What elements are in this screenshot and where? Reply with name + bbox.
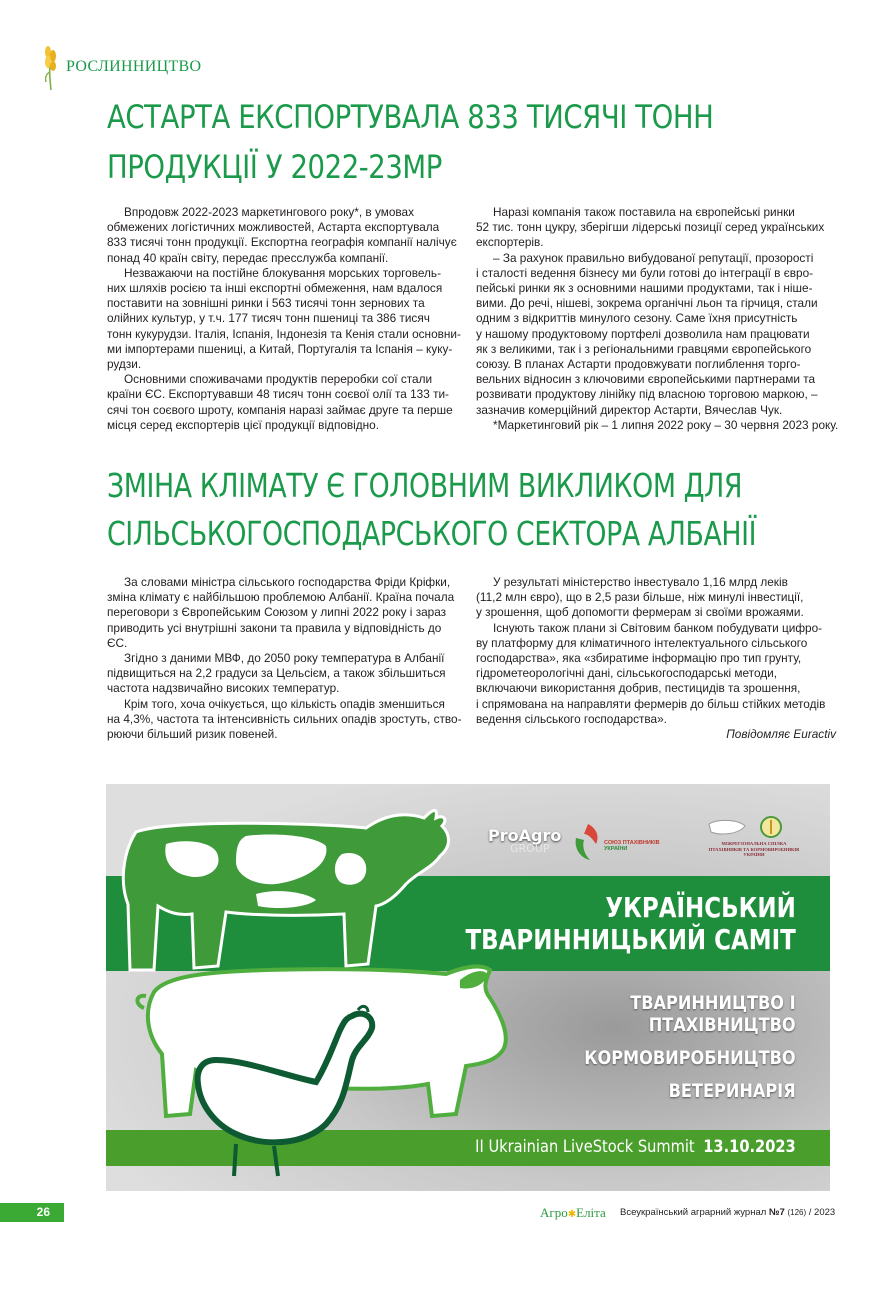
proagro-logo-subtext: GROUP: [510, 842, 550, 855]
banner-topic: ТВАРИННИЦТВО І: [630, 992, 796, 1014]
section-tag: [40, 42, 201, 92]
text-line: – За рахунок правильно вибудованої репутації, прозорості: [493, 250, 814, 265]
issue-year: / 2023: [808, 1207, 836, 1218]
text-line: Основними споживачами продуктів переробки сої стали: [124, 372, 433, 387]
banner-title-line2: ТВАРИННИЦЬКИЙ САМІТ: [465, 923, 796, 956]
text-line: вими. До речі, нішеві, зокрема органічні льон та гірчиця, стали: [476, 296, 818, 311]
text-line: частота надзвичайно високих температур.: [107, 681, 340, 696]
article2-title-line1: ЗМІНА КЛІМАТУ Є ГОЛОВНИМ ВИКЛИКОМ ДЛЯ: [107, 466, 743, 505]
text-line: Впродовж 2022-2023 маркетингового року*, в умовах: [124, 205, 414, 219]
interregional-union-line1: МІЖРЕГІОНАЛЬНА СПІЛКА: [721, 841, 787, 846]
cow-icon: [123, 810, 448, 970]
rooster-logo-icon: [570, 822, 604, 862]
summit-date: 13.10.2023: [703, 1137, 796, 1157]
article1-title-line1: АСТАРТА ЕКСПОРТУВАЛА 833 ТИСЯЧІ ТОНН: [107, 98, 714, 136]
text-line: експортерів.: [476, 235, 544, 250]
poultry-union-logo: [570, 822, 660, 862]
article1-column2: [476, 205, 839, 433]
text-line: 833 тисячі тонн продукції. Експортна географія компанії налічує: [107, 235, 457, 250]
text-line: і сталості ведення бізнесу ми були готові до інтеграції в євро-: [476, 265, 814, 280]
text-line: зазначив комерційний директор Астарти, Вячеслав Чук.: [476, 402, 783, 417]
text-line: обмежених логістичних можливостей, Астарта експортувала: [107, 220, 440, 235]
proagro-logo-text: ProAgro: [488, 826, 562, 845]
text-line: гідрометеорологічні дані, сільськогосподарські методи,: [476, 666, 778, 681]
text-line: Незважаючи на постійне блокування морських торговель-: [124, 265, 441, 280]
article1-title-line2: ПРОДУКЦІЇ У 2022-23МР: [107, 148, 442, 186]
text-line: олійних культур, у т.ч. 177 тисяч тонн пшениці та 386 тисяч: [107, 311, 430, 326]
text-line: ву платформу для кліматичного інтелектуального сільського: [476, 635, 808, 650]
magazine-info: [620, 1207, 835, 1218]
text-line: Наразі компанія також поставила на європейські ринки: [493, 205, 795, 219]
text-line: зміна клімату є найбільшою проблемою Албанії. Країна почала: [107, 590, 455, 605]
text-line: рудзи.: [107, 357, 142, 372]
text-line: країни ЄС. Експортувавши 48 тисяч тонн соєвої олії та 133 ти-: [107, 387, 449, 402]
text-line: ЄС.: [107, 635, 128, 650]
page-number: 26: [0, 1203, 64, 1222]
text-line: союзу. В планах Астарти продовжувати поглиблення торго-: [476, 357, 801, 372]
poultry-union-line2: УКРАЇНИ: [604, 846, 628, 852]
banner-topic: КОРМОВИРОБНИЦТВО: [584, 1047, 796, 1069]
article1-column1: [107, 205, 467, 433]
article2-column2: [476, 575, 836, 742]
text-line: господарства», яка «збиратиме інформацію про тип грунту,: [476, 651, 802, 666]
text-line: на 4,3%, частота та інтенсивність сильних опадів зростуть, ство-: [107, 711, 462, 726]
source-attribution: Повідомляє Euractiv: [726, 727, 836, 742]
issue-total: (126): [787, 1208, 807, 1217]
text-line: Згідно з даними МВФ, до 2050 року температура в Албанії: [124, 651, 445, 666]
magazine-logo: [540, 1205, 606, 1221]
text-line: одним з відкриттів минулого сезону. Саме їхня присутність: [476, 311, 798, 326]
interregional-union-line2: ПТАХІВНИКІВ ТА КОРМОВИРОБНИКІВ: [708, 846, 800, 852]
text-line: рюючи більший ризик повеней.: [107, 727, 278, 742]
text-line: у нашому продуктовому портфелі дозволила нам працювати: [476, 326, 810, 341]
interregional-union-logo: [689, 814, 819, 862]
text-line: За словами міністра сільського господарства Фріди Кріфки,: [124, 575, 451, 589]
livestock-summit-banner: [106, 784, 830, 1191]
text-line: поставити на зовнішні ринки і 563 тисячі тонн зернових та: [107, 296, 425, 311]
interregional-union-line3: УКРАЇНИ: [743, 852, 765, 857]
text-line: (11,2 млн євро), що в 2,5 рази більше, ніж минулі інвестиції,: [476, 590, 804, 605]
text-line: вельних відносин з ключовими європейськими партнерами та: [476, 372, 816, 387]
text-line: 52 тис. тонн цукру, зберігши лідерські позиції серед українських: [476, 220, 825, 235]
text-line: підвищиться на 2,2 градуси за Цельсієм, а також збільшиться: [107, 666, 446, 681]
wheat-icon: [40, 42, 62, 92]
text-line: понад 40 країн світу, передає пресслужба компанії.: [107, 250, 389, 265]
text-line: і спрямована на направляти фермерів до більш стійких методів: [476, 696, 826, 711]
text-line: переговори з Європейським Союзом у липні 2022 року і зараз: [107, 605, 447, 620]
footnote: *Маркетинговий рік – 1 липня 2022 року – 30 червня 2023 року.: [493, 417, 839, 432]
text-line: сячі тон соєвого шроту, компанія наразі займає друге та перше: [107, 402, 453, 417]
banner-summit-line: [475, 1136, 796, 1158]
star-icon: ✱: [567, 1209, 577, 1220]
section-label: РОСЛИННИЦТВО: [66, 58, 202, 75]
banner-topic: ВЕТЕРИНАРІЯ: [668, 1080, 796, 1102]
poultry-union-line1: СОЮЗ ПТАХІВНИКІВ: [604, 840, 660, 846]
magazine-logo-right: Еліта: [576, 1205, 606, 1220]
text-line: Існують також плани зі Світовим банком побудувати цифро-: [493, 620, 823, 635]
banner-title: [466, 892, 796, 956]
issue-number: №7: [768, 1207, 785, 1218]
banner-topics: [585, 992, 796, 1102]
text-line: включаючи використання добрив, пестицидів та зрошення,: [476, 681, 801, 696]
text-line: розвивати продуктову лінійку під власною торговою маркою, –: [476, 387, 818, 402]
magazine-name: Всеукраїнський аграрний журнал: [620, 1207, 767, 1218]
proagro-logo: [488, 826, 561, 855]
text-line: тонн кукурудзи. Італія, Іспанія, Індонезія та Кенія стали основни-: [107, 326, 461, 341]
text-line: У результаті міністерство інвестувало 1,16 млрд леків: [493, 575, 788, 589]
article2-title-line2: СІЛЬСЬКОГОСПОДАРСЬКОГО СЕКТОРА АЛБАНІЇ: [107, 514, 757, 553]
text-line: них шляхів росією та інші експортні обмеження, нам вдалося: [107, 281, 443, 296]
text-line: ми імпортерами пшениці, а Китай, Португалія та Іспанія – куку-: [107, 341, 453, 356]
article2-title: [107, 462, 838, 558]
text-line: приводить усі внутрішні закони та правила у відповідність до: [107, 620, 442, 635]
banner-title-line1: УКРАЇНСЬКИЙ: [605, 891, 796, 924]
summit-name: II Ukrainian LiveStock Summit: [475, 1137, 695, 1157]
text-line: як з великими, так і з регіональними гравцями європейського: [476, 341, 812, 356]
text-line: ведення сільського господарства».: [476, 711, 667, 726]
article1-title: [107, 92, 769, 192]
article2-column1: [107, 575, 467, 742]
text-line: місця серед експортерів цієї продукції відповідно.: [107, 417, 380, 432]
banner-topic: ПТАХІВНИЦТВО: [649, 1014, 796, 1036]
union-emblem-icon: [689, 814, 819, 840]
magazine-logo-left: Агро: [540, 1205, 568, 1220]
text-line: Крім того, хоча очікується, що кількість опадів зменшиться: [124, 696, 445, 711]
text-line: пейські ринки як з основними нашими продуктами, так і ніше-: [476, 281, 813, 296]
text-line: у зрошення, щоб допомогти фермерам зі своїми врожаями.: [476, 605, 804, 620]
